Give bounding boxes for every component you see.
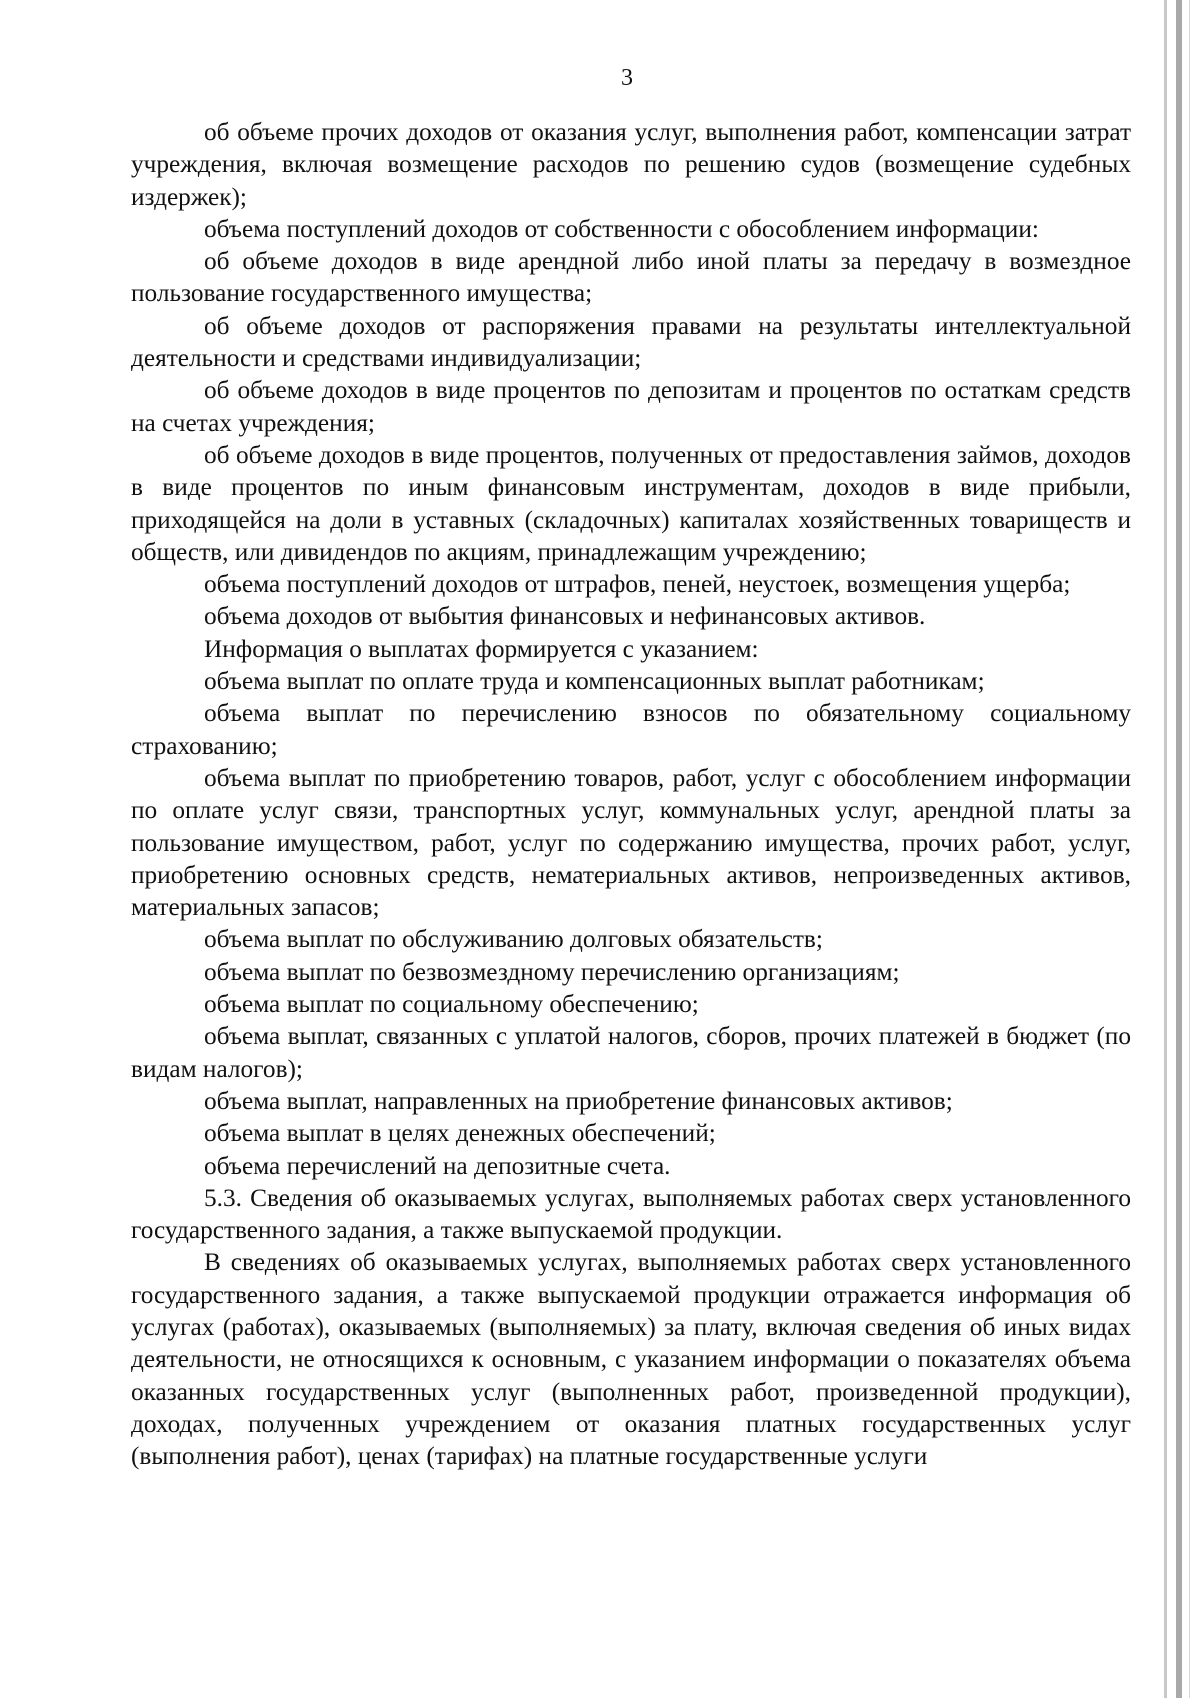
paragraph: В сведениях об оказываемых услугах, выполняемых работах сверх установленного государственного задания, а также выпускаемой продукции отражается информация об услугах (работах), оказываемых (выполняемых) за плату, включая сведения об иных видах деятельности, не относящихся к основным, с указанием информации о показателях объема оказанных государственных услуг (выполненных работ, произведенной продукции), доходах, полученных учреждением от оказания платных государственных услуг (выполнения работ), ценах (тарифах) на платные государственные услуги [131,1248,1131,1471]
paragraph: объема выплат, направленных на приобретение финансовых активов; [204,1086,953,1115]
paragraph: объема доходов от выбытия финансовых и нефинансовых активов. [204,602,926,631]
paragraph: объема выплат по приобретению товаров, работ, услуг с обособлением информации по оплате услуг связи, транспортных услуг, коммунальных услуг, арендной платы за пользование имуществом, работ, услуг по содержанию имущества, прочих работ, услуг, приобретению основных средств, нематериальных активов, непроизведенных активов, материальных запасов; [131,763,1131,922]
paragraph: объема выплат в целях денежных обеспечений; [204,1119,716,1148]
paragraph: объема выплат по оплате труда и компенсационных выплат работникам; [204,667,985,696]
scan-edge-line [1164,0,1167,1698]
paragraph: объема выплат по перечислению взносов по обязательному социальному страхованию; [131,699,1131,760]
section-heading-paragraph: 5.3. Сведения об оказываемых услугах, выполняемых работах сверх установленного государственного задания, а также выпускаемой продукции. [131,1183,1131,1245]
paragraph: Информация о выплатах формируется с указанием: [204,634,759,663]
paragraph: об объеме доходов в виде арендной либо иной платы за передачу в возмездное пользование государственного имущества; [131,247,1131,308]
paragraph: объема выплат, связанных с уплатой налогов, сборов, прочих платежей в бюджет (по видам налогов); [131,1022,1131,1083]
paragraph: об объеме прочих доходов от оказания услуг, выполнения работ, компенсации затрат учреждения, включая возмещение расходов по решению судов (возмещение судебных издержек); [131,118,1131,211]
paragraph: объема поступлений доходов от собственности с обособлением информации: [204,214,1039,243]
paragraph: об объеме доходов в виде процентов по депозитам и процентов по остаткам средств на счетах учреждения; [131,376,1131,437]
page-number: 3 [621,65,633,91]
paragraph: объема выплат по социальному обеспечению; [204,990,699,1019]
paragraph: объема поступлений доходов от штрафов, пеней, неустоек, возмещения ущерба; [204,570,1071,599]
paragraph: объема выплат по обслуживанию долговых обязательств; [204,925,823,954]
paragraph: об объеме доходов от распоряжения правами на результаты интеллектуальной деятельности и средствами индивидуализации; [131,311,1131,373]
paragraph: объема выплат по безвозмездному перечислению организациям; [204,957,900,986]
paragraph: об объеме доходов в виде процентов, полученных от предоставления займов, доходов в виде процентов по иным финансовым инструментам, доходов в виде прибыли, приходящейся на доли в уставных (складочных) капиталах хозяйственных товариществ и обществ, или дивидендов по акциям, принадлежащим учреждению; [131,440,1131,566]
document-body [131,116,1131,1472]
scan-edge-line [1189,0,1190,1698]
scan-edge-line [1176,0,1182,1698]
paragraph: объема перечислений на депозитные счета. [204,1151,671,1180]
